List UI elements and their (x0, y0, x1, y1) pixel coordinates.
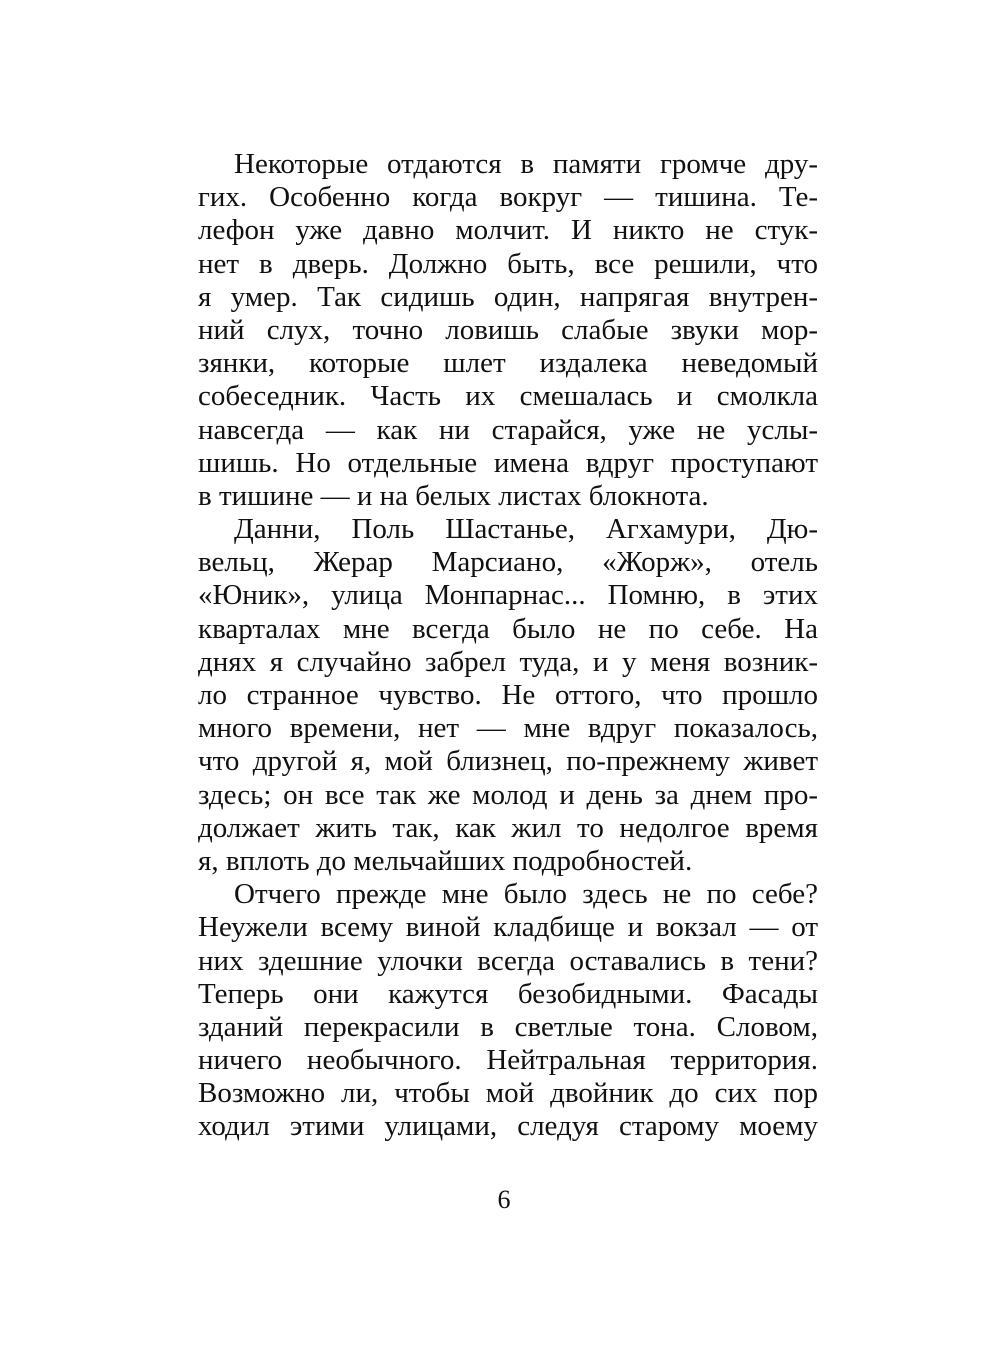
text-line: навсегда — как ни старайся, уже не услы- (198, 413, 818, 446)
text-line: ничего необычного. Нейтральная территория. (198, 1044, 818, 1077)
text-line: много времени, нет — мне вдруг показалось, (198, 712, 818, 745)
text-line: шишь. Но отдельные имена вдруг проступают (198, 446, 818, 479)
text-line: я, вплоть до мельчайших подробностей. (198, 844, 693, 877)
text-line: гих. Особенно когда вокруг — тишина. Те- (198, 181, 818, 214)
text-line: кварталах мне всегда было не по себе. На (198, 612, 818, 645)
text-line: вельц, Жерар Марсиано, «Жорж», отель (198, 546, 818, 579)
page-number: 6 (497, 1185, 511, 1214)
text-line: Теперь они кажутся безобидными. Фасады (198, 977, 818, 1010)
text-line: ходил этими улицами, следуя старому моему (198, 1110, 818, 1143)
text-line: собеседник. Часть их смешалась и смолкла (198, 380, 818, 413)
text-line: лефон уже давно молчит. И никто не стук- (198, 214, 818, 247)
text-line: днях я случайно забрел туда, и у меня возник- (198, 645, 818, 678)
text-line: Возможно ли, чтобы мой двойник до сих пор (198, 1077, 818, 1110)
body-text (198, 148, 818, 1144)
paragraph-2 (198, 513, 818, 878)
text-line: «Юник», улица Монпарнас... Помню, в этих (198, 579, 818, 612)
text-line: ло странное чувство. Не оттого, что прошло (198, 679, 818, 711)
text-line: Отчего прежде мне было здесь не по себе? (234, 878, 818, 911)
text-line: Некоторые отдаются в памяти громче дру- (234, 148, 818, 180)
text-line: должает жить так, как жил то недолгое время (198, 811, 818, 844)
text-line: нет в дверь. Должно быть, все решили, что (198, 247, 818, 280)
text-line: Неужели всему виной кладбище и вокзал — от (198, 911, 818, 944)
text-line: в тишине — и на белых листах блокнота. (198, 479, 709, 512)
text-line: здесь; он все так же молод и день за днем про- (198, 778, 818, 811)
text-line: я умер. Так сидишь один, напрягая внутрен- (198, 280, 818, 313)
text-line: зданий перекрасили в светлые тона. Словом, (198, 1010, 818, 1043)
text-line: зянки, которые шлет издалека неведомый (198, 347, 818, 380)
text-line: них здешние улочки всегда оставались в тени? (198, 944, 818, 977)
text-line: ний слух, точно ловишь слабые звуки мор- (198, 313, 818, 346)
paragraph-3 (198, 878, 818, 1144)
paragraph-1 (198, 148, 818, 513)
text-line: Данни, Поль Шастанье, Агхамури, Дю- (234, 513, 818, 546)
text-line: что другой я, мой близнец, по-прежнему живет (198, 745, 818, 778)
